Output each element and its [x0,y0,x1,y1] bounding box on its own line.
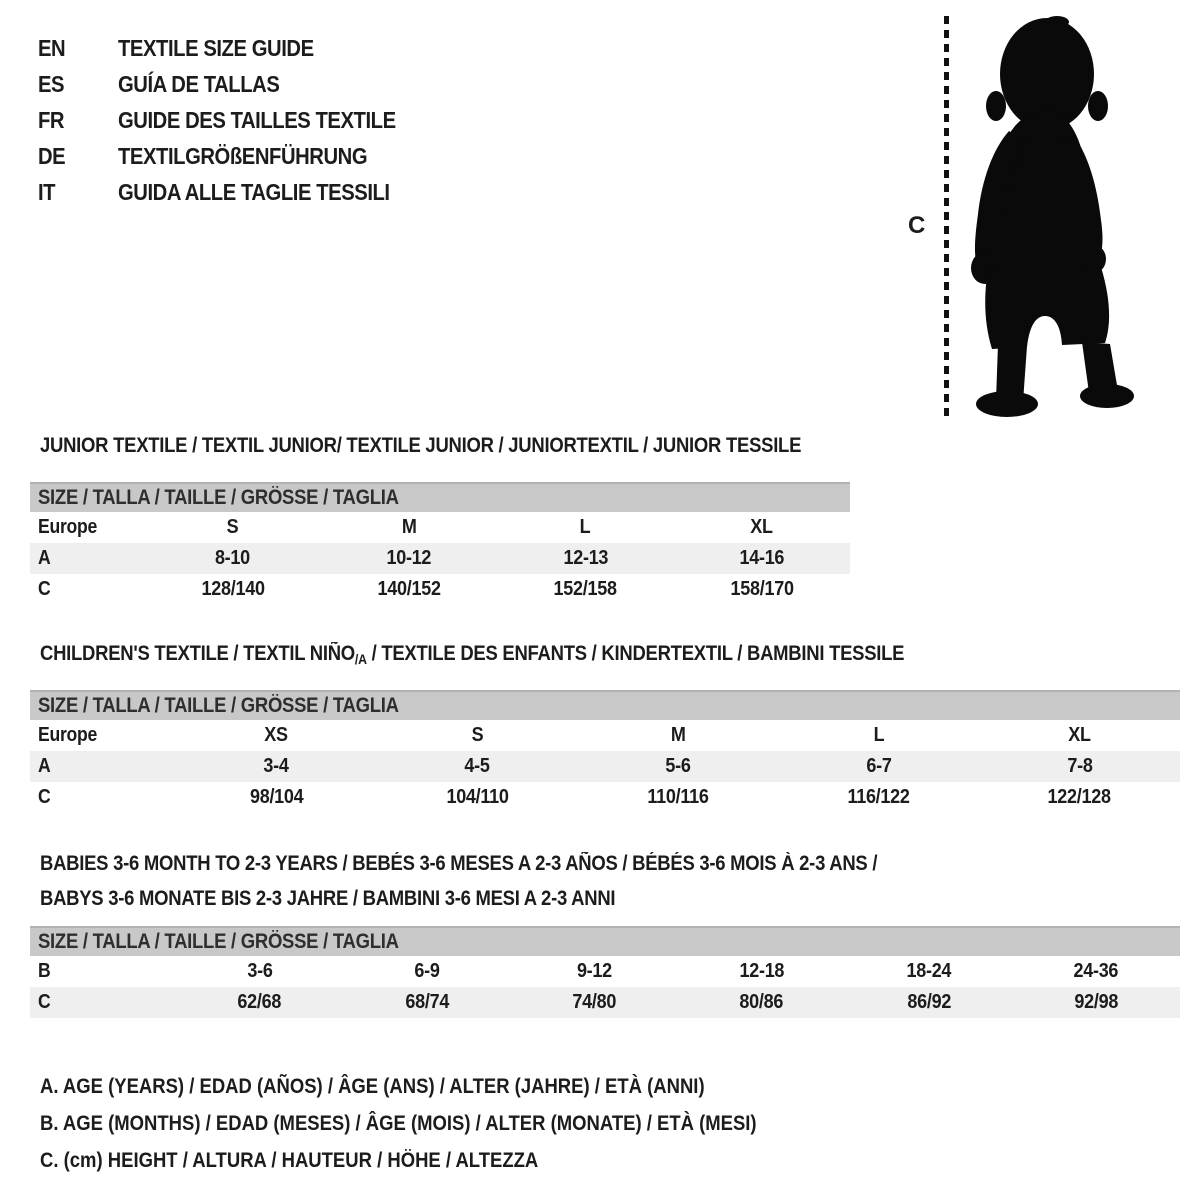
table-row-europe [30,512,850,543]
table-cell: 158/170 [730,578,794,600]
table-cell: 24-36 [1073,960,1119,982]
size-header-label: SIZE / TALLA / TAILLE / GRÖSSE / TAGLIA [38,930,399,953]
table-cell: 3-4 [176,751,377,782]
table-row-height [30,574,850,605]
table-cell: 140/152 [377,578,441,600]
table-cell: 122/128 [1047,786,1112,808]
table-cell: 62/68 [176,987,343,1018]
table-row-height [30,987,1180,1018]
table-cell: M [401,516,417,538]
children-size-table [30,690,1180,813]
table-cell: 92/98 [1013,987,1180,1018]
language-row-es [38,66,434,102]
table-cell: 116/122 [847,786,910,808]
legend-line-b [40,1105,854,1142]
table-cell: 5-6 [578,751,779,782]
table-row-age-months [30,956,1180,987]
table-cell: 4-5 [377,751,578,782]
size-header-label: SIZE / TALLA / TAILLE / GRÖSSE / TAGLIA [38,486,399,509]
row-label: A [30,751,176,782]
row-label: Europe [38,724,98,746]
table-row-age [30,543,850,574]
table-cell: 3-6 [247,960,273,982]
table-cell: 7-8 [979,751,1180,782]
table-row-age [30,751,1180,782]
legend-text: A. AGE (YEARS) / EDAD (AÑOS) / ÂGE (ANS) / ALTER (JAHRE) / ETÀ (ANNI) [40,1074,705,1098]
children-section-title [40,642,1022,667]
table-cell: 110/116 [647,786,709,808]
table-cell: 6-7 [778,751,979,782]
table-cell: S [226,516,239,538]
language-row-en [38,30,434,66]
table-cell: 74/80 [511,987,678,1018]
junior-size-table [30,482,850,605]
nino-a-subscript: /A [354,651,367,667]
table-cell: M [670,724,686,746]
table-cell: 9-12 [576,960,612,982]
table-cell: XS [264,724,289,746]
language-code: EN [38,34,66,61]
language-title: GUIDA ALLE TAGLIE TESSILI [118,178,390,205]
toddler-silhouette-icon [962,14,1137,418]
junior-section-title [40,434,905,458]
size-header-bar [30,926,1180,956]
row-label: B [38,960,51,982]
size-header-label: SIZE / TALLA / TAILLE / GRÖSSE / TAGLIA [38,694,399,717]
size-header-bar [30,690,1180,720]
table-cell: L [580,516,591,538]
babies-title-line1: BABIES 3-6 MONTH TO 2-3 YEARS / BEBÉS 3-6 MESES A 2-3 AÑOS / BÉBÉS 3-6 MOIS À 2-3 ANS / [40,851,878,875]
table-cell: 14-16 [674,543,850,574]
table-cell: 10-12 [321,543,497,574]
table-row-europe [30,720,1180,751]
height-dashed-line [944,16,949,416]
language-title: GUIDE DES TAILLES TEXTILE [118,106,396,133]
babies-title-line2: BABYS 3-6 MONATE BIS 2-3 JAHRE / BAMBINI 3-6 MESI A 2-3 ANNI [40,886,616,910]
table-cell: L [873,724,885,746]
table-cell: 8-10 [145,543,321,574]
language-row-it [38,174,434,210]
table-cell: 152/158 [553,578,618,600]
table-cell: 6-9 [414,960,440,982]
language-list [38,30,434,210]
language-code: DE [38,142,66,169]
language-row-de [38,138,434,174]
table-cell: 68/74 [343,987,510,1018]
babies-size-table [30,926,1180,1018]
table-cell: 12-18 [739,960,784,982]
row-label: A [30,543,145,574]
language-title: TEXTILGRÖßENFÜHRUNG [118,142,368,169]
size-header-bar [30,482,850,512]
language-title: TEXTILE SIZE GUIDE [118,34,314,61]
language-code: FR [38,106,65,133]
height-measure-label: C [908,212,926,239]
language-code: IT [38,178,56,205]
row-label: C [30,987,176,1018]
row-label: C [38,786,51,808]
table-row-height [30,782,1180,813]
table-cell: XL [1068,724,1091,746]
language-title: GUÍA DE TALLAS [118,70,280,97]
legend-line-a [40,1068,854,1105]
table-cell: 80/86 [678,987,845,1018]
language-code: ES [38,70,65,97]
table-cell: XL [750,516,774,538]
language-row-fr [38,102,434,138]
children-section-title-text: CHILDREN'S TEXTILE / TEXTIL $NIÑO_{/A}$ / TEXTILE DES ENFANTS / KINDERTEXTIL / BAMBINI TESSILE [40,642,905,667]
table-cell: 12-13 [497,543,673,574]
legend-text: C. (cm) HEIGHT / ALTURA / HAUTEUR / HÖHE / ALTEZZA [40,1148,539,1172]
legend [40,1068,854,1179]
babies-section-title [40,846,991,916]
table-cell: S [471,724,484,746]
legend-line-c [40,1142,854,1179]
junior-section-title-text: JUNIOR TEXTILE / TEXTIL JUNIOR/ TEXTILE JUNIOR / JUNIORTEXTIL / JUNIOR TESSILE [40,434,802,457]
table-cell: 104/110 [446,786,509,808]
row-label: Europe [38,516,98,538]
row-label: C [38,578,51,600]
table-cell: 128/140 [201,578,265,600]
table-cell: 86/92 [845,987,1012,1018]
table-cell: 98/104 [249,786,304,808]
table-cell: 18-24 [906,960,952,982]
legend-text: B. AGE (MONTHS) / EDAD (MESES) / ÂGE (MOIS) / ALTER (MONATE) / ETÀ (MESI) [40,1111,757,1135]
